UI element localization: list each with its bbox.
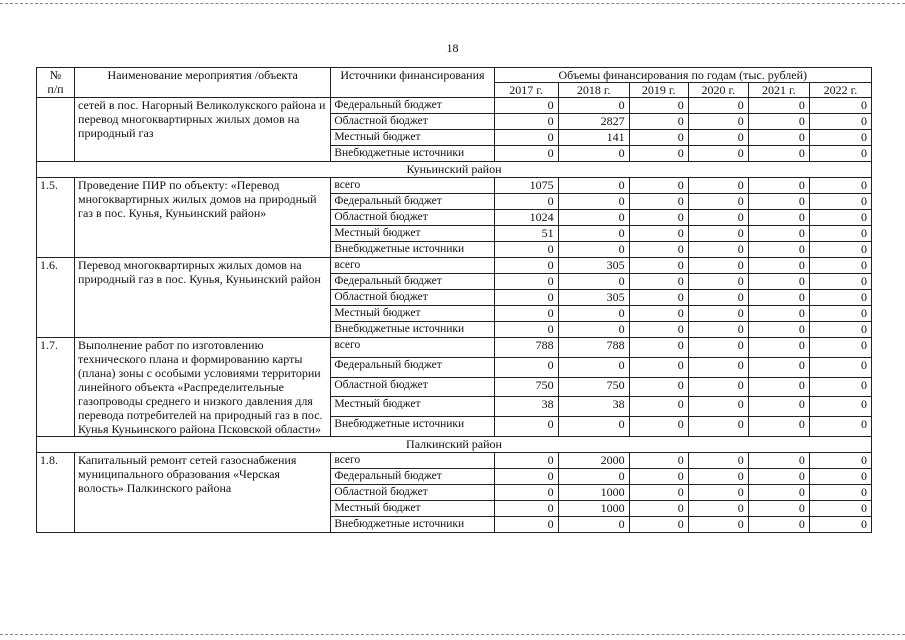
funding-source: всего	[331, 258, 494, 274]
value-cell: 0	[629, 469, 688, 485]
district-row	[37, 162, 872, 178]
value-cell: 0	[748, 417, 809, 437]
value-cell: 0	[688, 377, 748, 397]
value-cell: 0	[688, 501, 748, 517]
value-cell: 0	[629, 377, 688, 397]
header-no: № п/п	[37, 68, 75, 98]
item-number: 1.6.	[37, 258, 75, 338]
value-cell: 0	[688, 274, 748, 290]
item-name: Проведение ПИР по объекту: «Перевод многоквартирных жилых домов на природный газ в пос. Кунья, Куньинский район»	[75, 178, 331, 258]
value-cell: 0	[629, 114, 688, 130]
value-cell: 0	[558, 98, 629, 114]
item-name: сетей в пос. Нагорный Великолукского района и перевод многоквартирных жилых домов на природный газ	[75, 98, 331, 162]
value-cell: 1000	[558, 501, 629, 517]
table-row	[37, 453, 872, 469]
value-cell: 0	[558, 194, 629, 210]
value-cell: 0	[809, 130, 871, 146]
value-cell: 0	[688, 417, 748, 437]
funding-source: Федеральный бюджет	[331, 194, 494, 210]
funding-source: Местный бюджет	[331, 306, 494, 322]
value-cell: 0	[629, 306, 688, 322]
value-cell: 0	[809, 178, 871, 194]
header-year: 2021 г.	[748, 83, 809, 98]
value-cell: 0	[558, 274, 629, 290]
district-name: Палкинский район	[37, 437, 872, 453]
value-cell: 0	[629, 357, 688, 377]
value-cell: 0	[494, 274, 558, 290]
value-cell: 0	[748, 469, 809, 485]
value-cell: 0	[748, 242, 809, 258]
value-cell: 0	[748, 517, 809, 533]
value-cell: 0	[688, 130, 748, 146]
value-cell: 0	[809, 501, 871, 517]
funding-source: Местный бюджет	[331, 130, 494, 146]
value-cell: 0	[688, 98, 748, 114]
funding-source: Местный бюджет	[331, 501, 494, 517]
value-cell: 0	[809, 274, 871, 290]
value-cell: 305	[558, 290, 629, 306]
value-cell: 0	[629, 417, 688, 437]
funding-source: Федеральный бюджет	[331, 357, 494, 377]
funding-source: Федеральный бюджет	[331, 274, 494, 290]
value-cell: 0	[688, 357, 748, 377]
funding-source: Местный бюджет	[331, 226, 494, 242]
value-cell: 0	[494, 114, 558, 130]
item-number: 1.8.	[37, 453, 75, 533]
value-cell: 0	[688, 194, 748, 210]
value-cell: 51	[494, 226, 558, 242]
value-cell: 0	[629, 130, 688, 146]
value-cell: 0	[688, 306, 748, 322]
value-cell: 0	[809, 258, 871, 274]
table-row	[37, 258, 872, 274]
value-cell: 0	[629, 274, 688, 290]
value-cell: 0	[688, 146, 748, 162]
header-sources: Источники финансирования	[331, 68, 494, 98]
page-number: 18	[446, 41, 459, 55]
value-cell: 0	[809, 397, 871, 417]
header-funding: Объемы финансирования по годам (тыс. рублей)	[494, 68, 871, 83]
value-cell: 0	[748, 453, 809, 469]
district-row	[37, 437, 872, 453]
value-cell: 0	[494, 194, 558, 210]
funding-source: Областной бюджет	[331, 377, 494, 397]
value-cell: 0	[629, 226, 688, 242]
value-cell: 0	[748, 377, 809, 397]
item-number	[37, 98, 75, 162]
value-cell: 0	[748, 194, 809, 210]
table-row	[37, 338, 872, 358]
value-cell: 0	[629, 501, 688, 517]
value-cell: 0	[494, 485, 558, 501]
funding-source: Внебюджетные источники	[331, 322, 494, 338]
value-cell: 0	[558, 517, 629, 533]
value-cell: 0	[558, 210, 629, 226]
value-cell: 750	[494, 377, 558, 397]
funding-table	[36, 67, 872, 533]
value-cell: 0	[558, 322, 629, 338]
value-cell: 0	[629, 242, 688, 258]
value-cell: 0	[688, 338, 748, 358]
value-cell: 1024	[494, 210, 558, 226]
value-cell: 2000	[558, 453, 629, 469]
item-number: 1.5.	[37, 178, 75, 258]
value-cell: 0	[494, 290, 558, 306]
value-cell: 0	[629, 485, 688, 501]
value-cell: 0	[558, 306, 629, 322]
value-cell: 0	[748, 98, 809, 114]
value-cell: 0	[494, 417, 558, 437]
value-cell: 0	[809, 469, 871, 485]
value-cell: 0	[558, 242, 629, 258]
funding-source: Внебюджетные источники	[331, 417, 494, 437]
value-cell: 0	[494, 146, 558, 162]
value-cell: 0	[629, 517, 688, 533]
value-cell: 0	[629, 178, 688, 194]
value-cell: 0	[629, 258, 688, 274]
value-cell: 0	[558, 226, 629, 242]
value-cell: 0	[748, 501, 809, 517]
value-cell: 0	[629, 210, 688, 226]
value-cell: 0	[748, 210, 809, 226]
value-cell: 788	[558, 338, 629, 358]
value-cell: 1000	[558, 485, 629, 501]
value-cell: 0	[494, 469, 558, 485]
value-cell: 305	[558, 258, 629, 274]
value-cell: 0	[629, 194, 688, 210]
value-cell: 38	[494, 397, 558, 417]
funding-source: Областной бюджет	[331, 114, 494, 130]
value-cell: 0	[748, 485, 809, 501]
item-name: Капитальный ремонт сетей газоснабжения муниципального образования «Черская волость» Палкинского района	[75, 453, 331, 533]
value-cell: 0	[629, 453, 688, 469]
value-cell: 0	[494, 242, 558, 258]
value-cell: 0	[748, 146, 809, 162]
header-year: 2022 г.	[809, 83, 871, 98]
item-name: Выполнение работ по изготовлению технического плана и формированию карты (плана) зоны с особыми условиями территории линейного объекта «Распределительные газопроводы среднего и низкого давления для перевода потребителей на природный газ в пос. Кунья Куньинского района Псковской области»	[75, 338, 331, 437]
value-cell: 0	[688, 469, 748, 485]
funding-source: Областной бюджет	[331, 485, 494, 501]
value-cell: 788	[494, 338, 558, 358]
value-cell: 0	[748, 226, 809, 242]
value-cell: 0	[688, 485, 748, 501]
value-cell: 0	[494, 517, 558, 533]
funding-source: Местный бюджет	[331, 397, 494, 417]
value-cell: 0	[809, 114, 871, 130]
value-cell: 0	[809, 338, 871, 358]
header-year: 2018 г.	[558, 83, 629, 98]
value-cell: 0	[809, 377, 871, 397]
value-cell: 0	[809, 210, 871, 226]
value-cell: 0	[809, 517, 871, 533]
value-cell: 0	[809, 417, 871, 437]
value-cell: 141	[558, 130, 629, 146]
value-cell: 0	[494, 501, 558, 517]
value-cell: 0	[629, 397, 688, 417]
value-cell: 0	[748, 274, 809, 290]
value-cell: 0	[494, 453, 558, 469]
value-cell: 0	[494, 98, 558, 114]
value-cell: 0	[748, 258, 809, 274]
table-body	[37, 98, 872, 533]
value-cell: 0	[809, 242, 871, 258]
value-cell: 0	[558, 146, 629, 162]
funding-source: Федеральный бюджет	[331, 98, 494, 114]
funding-source: Областной бюджет	[331, 210, 494, 226]
value-cell: 0	[688, 517, 748, 533]
funding-source: Федеральный бюджет	[331, 469, 494, 485]
value-cell: 0	[809, 306, 871, 322]
scan-edge-top	[0, 3, 905, 5]
value-cell: 0	[558, 417, 629, 437]
value-cell: 0	[748, 357, 809, 377]
header-year: 2020 г.	[688, 83, 748, 98]
value-cell: 0	[629, 146, 688, 162]
value-cell: 0	[688, 453, 748, 469]
item-number: 1.7.	[37, 338, 75, 437]
funding-source: Внебюджетные источники	[331, 242, 494, 258]
value-cell: 0	[809, 98, 871, 114]
value-cell: 0	[558, 178, 629, 194]
value-cell: 0	[688, 210, 748, 226]
funding-source: Областной бюджет	[331, 290, 494, 306]
value-cell: 750	[558, 377, 629, 397]
header-name: Наименование мероприятия /объекта	[75, 68, 331, 98]
value-cell: 0	[748, 114, 809, 130]
value-cell: 0	[688, 226, 748, 242]
funding-source: Внебюджетные источники	[331, 517, 494, 533]
value-cell: 0	[748, 338, 809, 358]
value-cell: 0	[629, 338, 688, 358]
funding-source: всего	[331, 338, 494, 358]
value-cell: 0	[688, 258, 748, 274]
value-cell: 0	[494, 130, 558, 146]
value-cell: 0	[748, 306, 809, 322]
value-cell: 0	[494, 306, 558, 322]
funding-source: всего	[331, 178, 494, 194]
table-row	[37, 98, 872, 114]
value-cell: 0	[809, 322, 871, 338]
table-row	[37, 178, 872, 194]
value-cell: 0	[558, 469, 629, 485]
value-cell: 0	[809, 226, 871, 242]
value-cell: 0	[494, 322, 558, 338]
value-cell: 38	[558, 397, 629, 417]
value-cell: 0	[629, 98, 688, 114]
value-cell: 0	[688, 322, 748, 338]
value-cell: 0	[809, 146, 871, 162]
item-name: Перевод многоквартирных жилых домов на природный газ в пос. Кунья, Куньинский район	[75, 258, 331, 338]
funding-source: Внебюджетные источники	[331, 146, 494, 162]
value-cell: 0	[629, 322, 688, 338]
value-cell: 0	[748, 397, 809, 417]
value-cell: 0	[558, 357, 629, 377]
funding-source: всего	[331, 453, 494, 469]
value-cell: 0	[748, 290, 809, 306]
value-cell: 0	[748, 322, 809, 338]
value-cell: 1075	[494, 178, 558, 194]
value-cell: 0	[809, 485, 871, 501]
district-name: Куньинский район	[37, 162, 872, 178]
scan-edge-bottom	[0, 634, 905, 636]
value-cell: 0	[809, 357, 871, 377]
value-cell: 0	[809, 194, 871, 210]
value-cell: 0	[748, 178, 809, 194]
header-year: 2017 г.	[494, 83, 558, 98]
value-cell: 0	[494, 258, 558, 274]
value-cell: 0	[809, 453, 871, 469]
value-cell: 0	[688, 397, 748, 417]
header-year: 2019 г.	[629, 83, 688, 98]
value-cell: 0	[688, 178, 748, 194]
value-cell: 0	[748, 130, 809, 146]
value-cell: 0	[688, 290, 748, 306]
value-cell: 0	[688, 114, 748, 130]
value-cell: 0	[494, 357, 558, 377]
value-cell: 0	[629, 290, 688, 306]
value-cell: 2827	[558, 114, 629, 130]
value-cell: 0	[688, 242, 748, 258]
value-cell: 0	[809, 290, 871, 306]
